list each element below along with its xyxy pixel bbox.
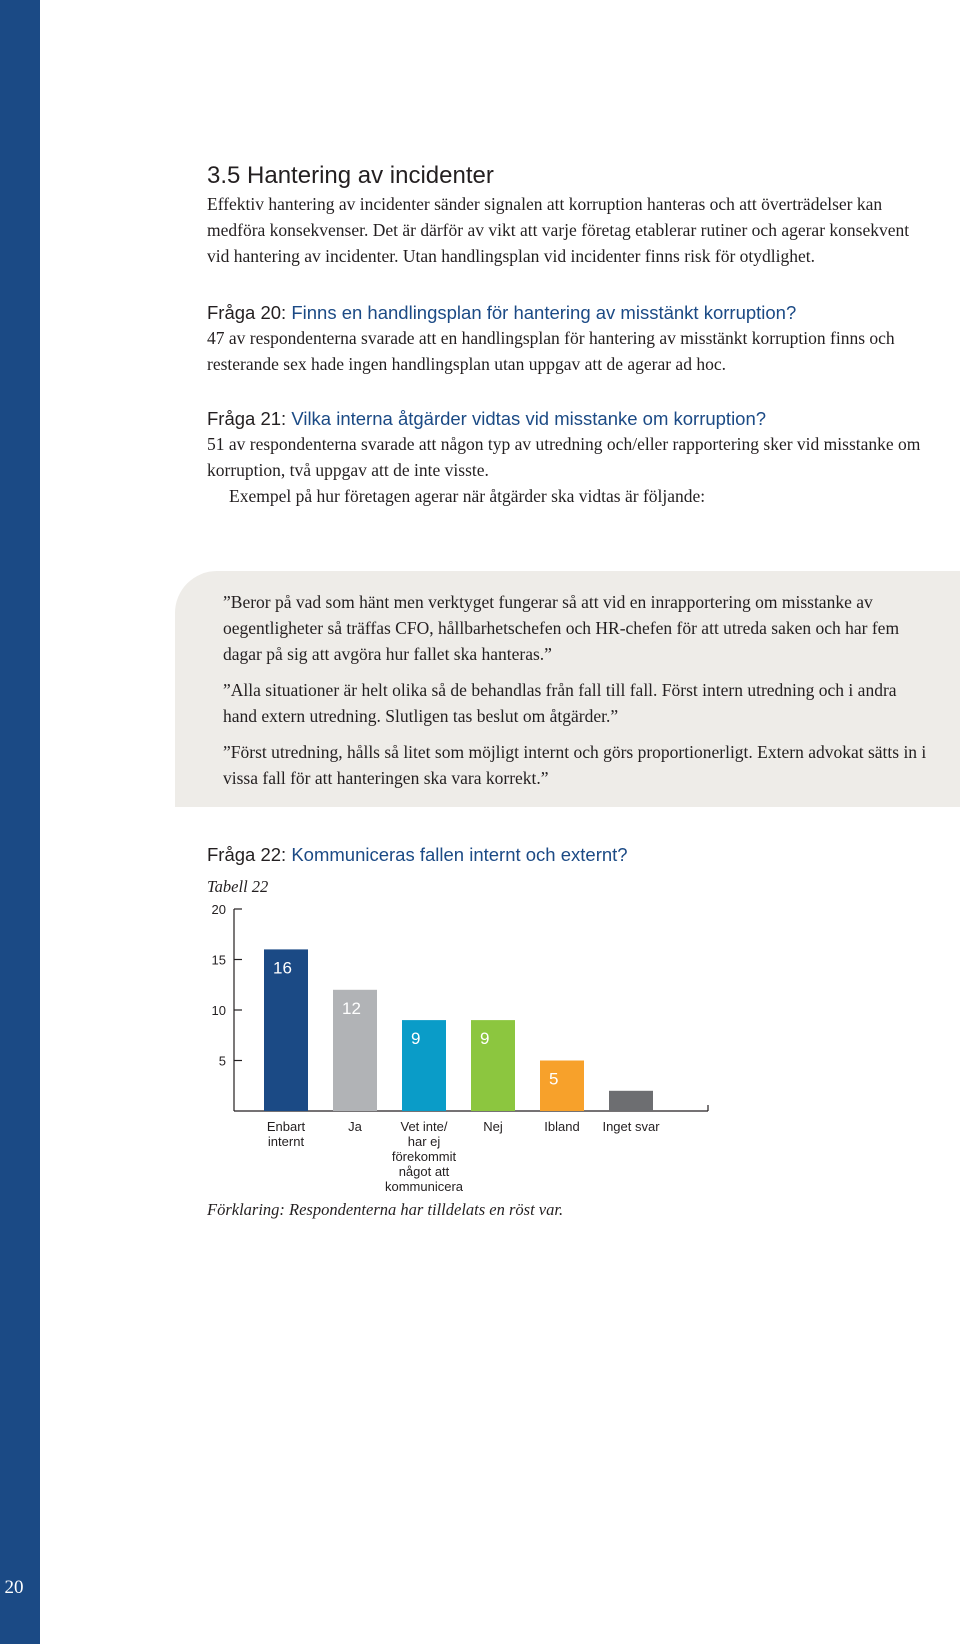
quote-item: ”Beror på vad som hänt men verktyget fungerar så att vid en inrapportering om misstanke av oegentligheter så träffas CFO, hållbarhetschefen och HR-chefen för att utreda saken och har fem dagar på sig att avgöra hur fallet ska hanteras.”: [223, 592, 900, 664]
x-category-label: Vet inte/ har ej förekommit något att kommunicera: [384, 1119, 464, 1194]
quote-item: ”Alla situationer är helt olika så de behandlas från fall till fall. Först intern utredning och i andra hand extern utredning. Slutligen tas beslut om åtgärder.”: [223, 680, 897, 726]
bar: [540, 1061, 584, 1112]
y-tick-label: 5: [218, 1053, 226, 1069]
sidebar-band: [0, 0, 40, 1644]
bar: [471, 1020, 515, 1111]
chart-caption: Förklaring: Respondenterna har tilldelats en röst var.: [207, 1200, 564, 1219]
question-21-label: Fråga 21:: [207, 408, 287, 429]
question-20-label: Fråga 20:: [207, 302, 287, 323]
question-21-answer: 51 av respondenterna svarade att någon typ av utredning och/eller rapportering sker vid misstanke om korruption, två uppgav att de inte visste.: [207, 434, 921, 480]
x-category-label: Nej: [483, 1119, 503, 1134]
question-20: [207, 301, 927, 325]
question-20-text: Finns en handlingsplan för hantering av misstänkt korruption?: [291, 302, 797, 323]
y-tick-label: 10: [211, 1003, 226, 1018]
bar-value-label: 9: [411, 1029, 421, 1049]
quote-box: [175, 571, 960, 807]
bar-value-label: 12: [342, 998, 361, 1018]
main-content: [207, 162, 927, 509]
bar-value-label: 5: [549, 1069, 559, 1089]
quote-list: [223, 589, 928, 801]
page-number: 20: [4, 1577, 24, 1598]
bar-value-label: 9: [480, 1029, 490, 1049]
bar: [609, 1091, 653, 1111]
question-20-answer: 47 av respondenterna svarade att en handlingsplan för hantering av misstänkt korruption finns och resterande sex hade ingen handlingsplan utan uppgav att de agerar ad hoc.: [207, 328, 895, 374]
question-21-text: Vilka interna åtgärder vidtas vid misstanke om korruption?: [291, 408, 767, 429]
bar-chart: [200, 895, 720, 1195]
question-22-text: Kommuniceras fallen internt och externt?: [291, 844, 628, 865]
question-21: [207, 407, 927, 431]
section-title: 3.5 Hantering av incidenter: [207, 162, 494, 189]
x-category-label: Ja: [348, 1119, 362, 1134]
y-tick-label: 15: [211, 952, 226, 968]
quote-item: ”Först utredning, hålls så litet som möjligt internt och görs proportionerligt. Extern advokat sätts in i vissa fall för att hanteringen ska vara korrekt.”: [223, 742, 927, 788]
bar: [402, 1020, 446, 1111]
y-tick-label: 20: [211, 902, 226, 917]
question-22-label: Fråga 22:: [207, 844, 287, 865]
question-22: [207, 843, 628, 867]
x-category-label: Ibland: [544, 1119, 580, 1134]
table-label: Tabell 22: [207, 877, 269, 896]
chart-bars: [264, 949, 660, 1194]
section-body: Effektiv hantering av incidenter sänder signalen att korruption hanteras och att överträdelser kan medföra konsekvenser. Det är därför av vikt att varje företag etablerar rutiner och agerar konsekvent vid hantering av incidenter. Utan handlingsplan vid incidenter finns risk för otydlighet.: [207, 194, 910, 266]
question-21-intro: Exempel på hur företagen agerar när åtgärder ska vidtas är följande:: [229, 486, 706, 506]
x-category-label: Enbart internt: [266, 1119, 306, 1149]
x-category-label: Inget svar: [602, 1119, 660, 1134]
bar-value-label: 16: [273, 958, 292, 978]
